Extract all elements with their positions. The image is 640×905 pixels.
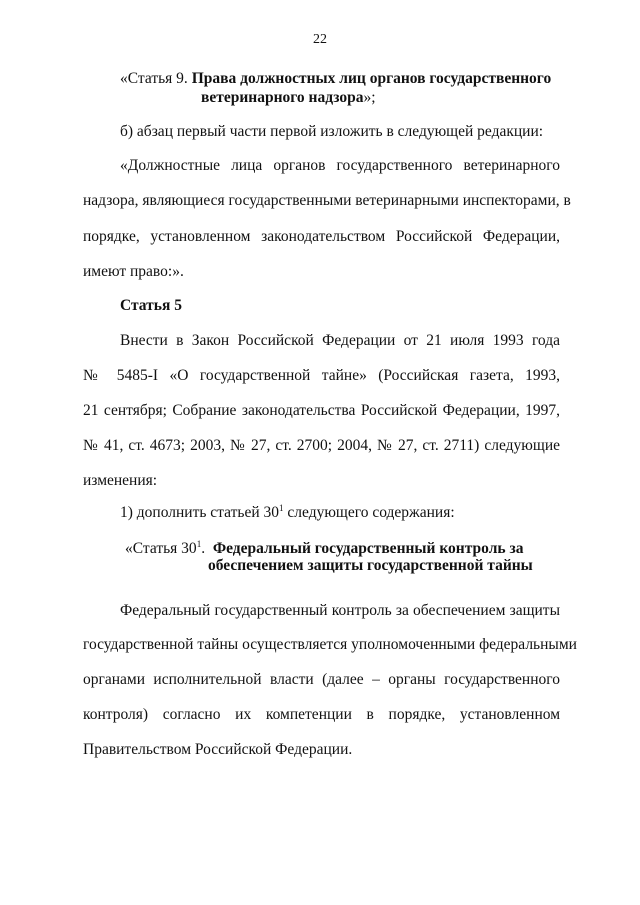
page-number: 22 [313, 32, 327, 47]
article5-heading: Статья 5 [120, 297, 182, 314]
quote-line-3: порядке, установленном законодательством Российской Федерации, [83, 228, 560, 245]
item-1-text: 1) дополнить статьей 30 [120, 504, 280, 521]
article5-line-1: Внести в Закон Российской Федерации от 21 июля 1993 года [120, 332, 560, 349]
control-line-4: контроля) согласно их компетенции в порядке, установленном [83, 706, 560, 723]
article9-heading-line1 [120, 70, 551, 88]
quote-line-2: надзора, являющиеся государственными ветеринарными инспекторами, в [83, 192, 571, 209]
quote-line-1: «Должностные лица органов государственного ветеринарного [120, 157, 560, 174]
article9-title-line2: ветеринарного надзора [201, 89, 364, 106]
item-b: б) абзац первый части первой изложить в следующей редакции: [120, 123, 544, 140]
article5-line-5: изменения: [83, 472, 158, 489]
article5-line-3: 21 сентября; Собрание законодательства Российской Федерации, 1997, [83, 402, 560, 419]
quote-line-4: имеют право:». [83, 263, 184, 280]
article9-prefix: «Статья 9. [120, 70, 188, 87]
article30-prefix-end: . [201, 540, 206, 557]
article9-title-line1: Права должностных лиц органов государственного [191, 70, 552, 87]
control-line-5: Правительством Российской Федерации. [83, 741, 353, 758]
item-1-after: следующего содержания: [283, 504, 455, 521]
item-1-superscript: 1 [279, 502, 284, 513]
article5-line-2: № 5485-I «О государственной тайне» (Российская газета, 1993, [83, 367, 560, 384]
article30-heading-line1 [125, 540, 523, 558]
control-line-1: Федеральный государственный контроль за обеспечением защиты [120, 602, 560, 619]
control-line-3: органами исполнительной власти (далее – органы государственного [83, 671, 560, 688]
article5-line-4: № 41, ст. 4673; 2003, № 27, ст. 2700; 2004, № 27, ст. 2711) следующие [83, 437, 560, 454]
item-1 [120, 504, 455, 522]
article30-title-line1: Федеральный государственный контроль за [212, 540, 524, 557]
article9-suffix: »; [363, 89, 376, 106]
article30-prefix: «Статья 30 [125, 540, 197, 557]
article30-superscript: 1 [196, 538, 202, 549]
control-line-2: государственной тайны осуществляется уполномоченными федеральными [83, 636, 577, 653]
article30-title-line2: обеспечением защиты государственной тайны [208, 557, 533, 574]
article9-heading-line2 [201, 89, 376, 107]
